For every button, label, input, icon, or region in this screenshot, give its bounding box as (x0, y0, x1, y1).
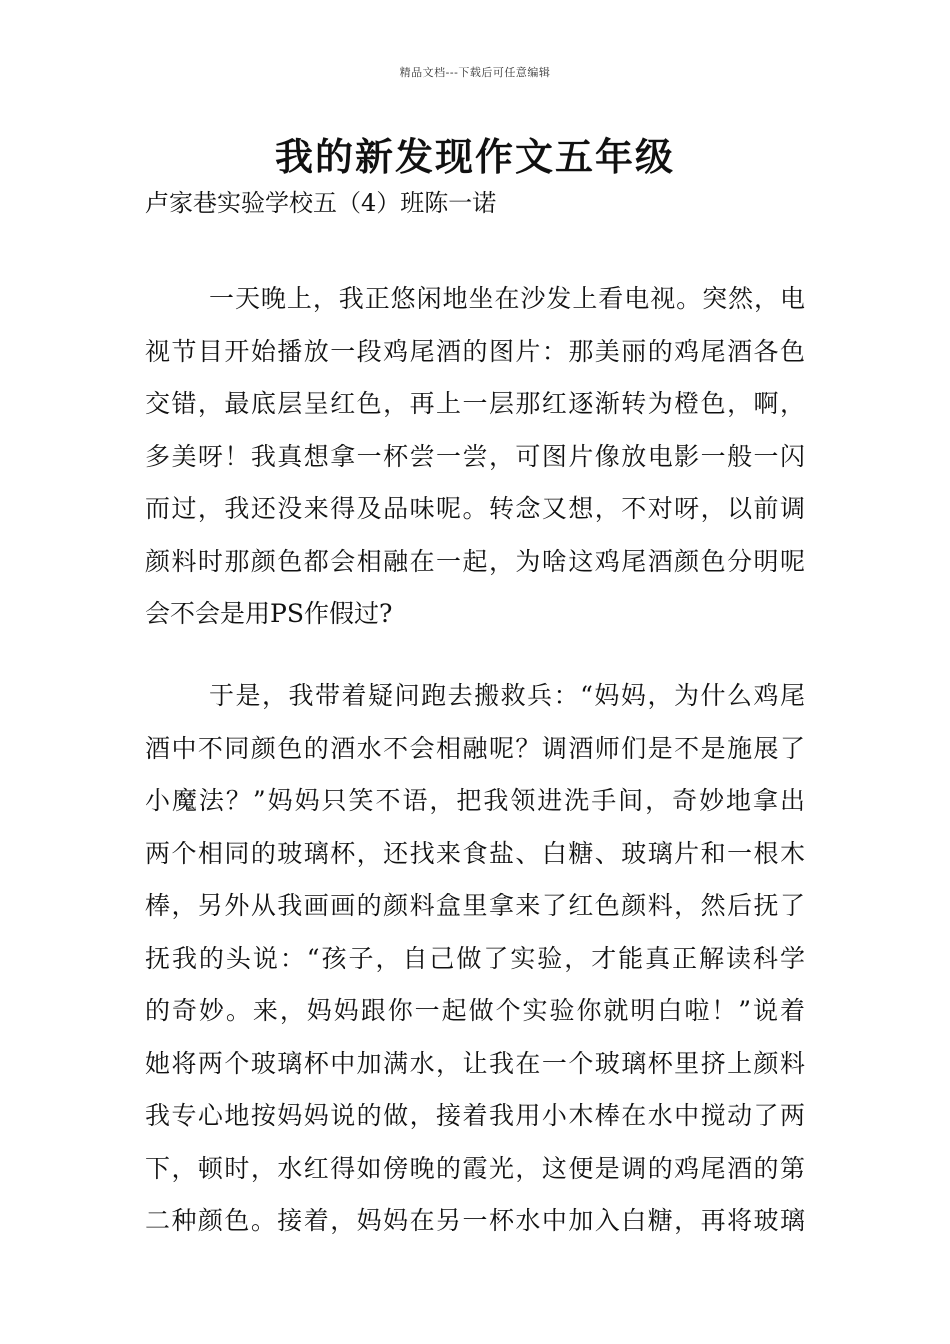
document-title: 我的新发现作文五年级 (274, 134, 675, 179)
paragraph-line: 下，顿时，水红得如傍晚的霞光，这便是调的鸡尾酒的第 (145, 1153, 805, 1183)
paragraph-line: 会不会是用PS作假过? (145, 599, 393, 628)
paragraph-line: 酒中不同颜色的酒水不会相融呢？调酒师们是不是施展了 (145, 733, 805, 763)
paragraph-line: 棒，另外从我画画的颜料盒里拿来了红色颜料，然后抚了 (145, 891, 805, 920)
paragraph-line: 抚我的头说：“孩子，自己做了实验，才能真正解读科学 (145, 943, 805, 973)
paragraph-line: 颜料时那颜色都会相融在一起，为啥这鸡尾酒颜色分明呢 (145, 546, 805, 576)
paragraph-line: 一天晚上，我正悠闲地坐在沙发上看电视。突然，电 (209, 284, 805, 313)
author-byline: 卢家巷实验学校五（4）班陈一诺 (145, 189, 497, 217)
header-note: 精品文档---下载后可任意编辑 (399, 66, 551, 79)
paragraph-line: 我专心地按妈妈说的做，接着我用小木棒在水中搅动了两 (145, 1101, 805, 1130)
paragraph-line: 而过，我还没来得及品味呢。转念又想，不对呀，以前调 (145, 494, 805, 523)
paragraph-line: 视节目开始播放一段鸡尾酒的图片：那美丽的鸡尾酒各色 (145, 336, 805, 366)
paragraph-line: 的奇妙。来，妈妈跟你一起做个实验你就明白啦！”说着 (145, 996, 805, 1025)
paragraph-2 (145, 670, 805, 1248)
paragraph-line: 她将两个玻璃杯中加满水，让我在一个玻璃杯里挤上颜料 (145, 1048, 805, 1078)
paragraph-line: 小魔法？”妈妈只笑不语，把我领进洗手间，奇妙地拿出 (145, 786, 805, 815)
paragraph-line: 多美呀！我真想拿一杯尝一尝，可图片像放电影一般一闪 (145, 441, 805, 471)
paragraph-line: 两个相同的玻璃杯，还找来食盐、白糖、玻璃片和一根木 (145, 838, 805, 868)
paragraph-line: 于是，我带着疑问跑去搬救兵：“妈妈，为什么鸡尾 (209, 681, 805, 710)
paragraph-line: 二种颜色。接着，妈妈在另一杯水中加入白糖，再将玻璃 (145, 1206, 805, 1235)
paragraph-1 (145, 273, 805, 641)
paragraph-line: 交错，最底层呈红色，再上一层那红逐渐转为橙色，啊， (145, 389, 805, 418)
